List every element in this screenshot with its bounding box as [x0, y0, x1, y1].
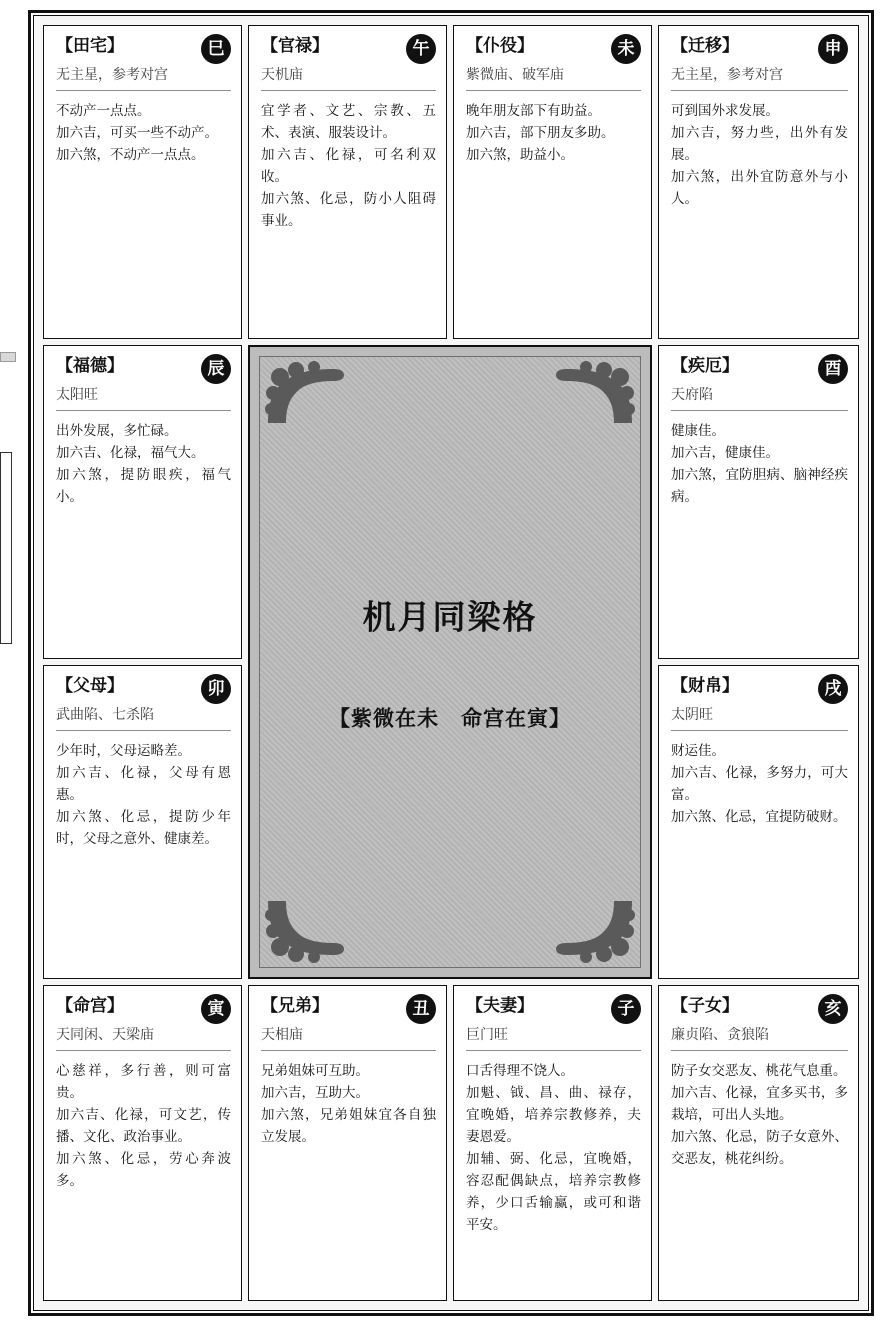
- palace-body-line: 加六煞，兄弟姐妹宜各自独立发展。: [261, 1107, 436, 1145]
- cloud-ornament-icon: [550, 361, 636, 427]
- palace-title: 【福德】: [56, 356, 124, 376]
- palace-body-line: 少年时，父母运略差。: [56, 743, 191, 759]
- palace-stars: 天同闲、天梁庙: [56, 1026, 231, 1051]
- palace-body: [261, 1060, 436, 1148]
- cloud-ornament-icon: [550, 897, 636, 963]
- palace-cell-jie[interactable]: [658, 345, 859, 659]
- palace-body-line: 可到国外求发展。: [671, 103, 779, 119]
- palace-body: [56, 1060, 231, 1192]
- palace-stars: 武曲陷、七杀陷: [56, 706, 231, 731]
- palace-body-line: 心慈祥，多行善，则可富贵。: [56, 1063, 231, 1101]
- palace-cell-guanlu[interactable]: [248, 25, 447, 339]
- palace-cell-minggong[interactable]: [43, 985, 242, 1301]
- palace-title: 【父母】: [56, 676, 124, 696]
- palace-body-line: 加六煞，提防眼疾，福气小。: [56, 467, 231, 505]
- palace-stars: 天机庙: [261, 66, 436, 91]
- palace-body: [671, 420, 848, 508]
- palace-body-line: 宜学者、文艺、宗教、五术、表演、服装设计。: [261, 103, 436, 141]
- palace-body: [671, 740, 848, 828]
- palace-stars: 天相庙: [261, 1026, 436, 1051]
- palace-body-line: 健康佳。: [671, 423, 725, 439]
- palace-body-line: 加六吉、化禄，可名利双收。: [261, 147, 436, 185]
- palace-title: 【子女】: [671, 996, 739, 1016]
- palace-body-line: 加辅、弼、化忌，宜晚婚，容忍配偶缺点，培养宗教修养，少口舌输赢，或可和谐平安。: [466, 1151, 641, 1233]
- palace-body: [261, 100, 436, 232]
- palace-stars: 太阴旺: [671, 706, 848, 731]
- page-edge-artifact-top: [0, 352, 16, 362]
- palace-body-line: 防子女交恶友、桃花气息重。: [671, 1063, 847, 1079]
- palace-title: 【仆役】: [466, 36, 534, 56]
- palace-title: 【迁移】: [671, 36, 739, 56]
- palace-cell-fumu[interactable]: [43, 665, 242, 979]
- palace-body-line: 不动产一点点。: [56, 103, 151, 119]
- palace-title: 【命宫】: [56, 996, 124, 1016]
- palace-cell-tianzhai[interactable]: [43, 25, 242, 339]
- palace-body-line: 加六煞，宜防胆病、脑神经疾病。: [671, 467, 848, 505]
- palace-stars: 紫微庙、破军庙: [466, 66, 641, 91]
- palace-cell-fuqi[interactable]: [453, 985, 652, 1301]
- palace-body-line: 财运佳。: [671, 743, 725, 759]
- palace-body-line: 加六吉，努力些，出外有发展。: [671, 125, 848, 163]
- palace-body-line: 加六吉、化禄，福气大。: [56, 445, 205, 461]
- palace-body-line: 加六吉、化禄，宜多买书，多栽培，可出人头地。: [671, 1085, 848, 1123]
- palace-body: [671, 1060, 848, 1170]
- palace-title: 【夫妻】: [466, 996, 534, 1016]
- palace-body-line: 口舌得理不饶人。: [466, 1063, 574, 1079]
- palace-stars: 太阳旺: [56, 386, 231, 411]
- palace-body-line: 加六吉，可买一些不动产。: [56, 125, 218, 141]
- cloud-ornament-icon: [264, 897, 350, 963]
- palace-cell-fude[interactable]: [43, 345, 242, 659]
- palace-stars: 天府陷: [671, 386, 848, 411]
- page-edge-artifact-left: [0, 452, 12, 644]
- palace-cell-caibo[interactable]: [658, 665, 859, 979]
- branch-badge: 丑: [406, 994, 436, 1024]
- palace-cell-puyi[interactable]: [453, 25, 652, 339]
- branch-badge: 未: [611, 34, 641, 64]
- palace-body-line: 加六煞，出外宜防意外与小人。: [671, 169, 848, 207]
- palace-body-line: 兄弟姐妹可互助。: [261, 1063, 369, 1079]
- palace-body-line: 晚年朋友部下有助益。: [466, 103, 601, 119]
- palace-body-line: 加六吉、化禄，多努力，可大富。: [671, 765, 848, 803]
- palace-grid: [40, 22, 862, 1304]
- center-panel: [248, 345, 652, 979]
- palace-title: 【兄弟】: [261, 996, 329, 1016]
- palace-body-line: 加六吉，部下朋友多助。: [466, 125, 615, 141]
- palace-body-line: 加六吉，互助大。: [261, 1085, 369, 1101]
- palace-body: [56, 420, 231, 508]
- palace-body-line: 加六煞、化忌，提防少年时，父母之意外、健康差。: [56, 809, 231, 847]
- palace-body-line: 加六煞、化忌，防小人阻碍事业。: [261, 191, 436, 229]
- palace-cell-qianyi[interactable]: [658, 25, 859, 339]
- center-decorative-panel: [259, 356, 641, 968]
- branch-badge: 子: [611, 994, 641, 1024]
- palace-body-line: 加魁、钺、昌、曲、禄存，宜晚婚，培养宗教修养，夫妻恩爱。: [466, 1085, 641, 1145]
- palace-title: 【财帛】: [671, 676, 739, 696]
- branch-badge: 戌: [818, 674, 848, 704]
- center-text-block: [260, 592, 640, 733]
- palace-body: [466, 1060, 641, 1236]
- palace-body: [671, 100, 848, 210]
- branch-badge: 辰: [201, 354, 231, 384]
- palace-body-line: 加六煞、化忌，宜提防破财。: [671, 809, 847, 825]
- branch-badge: 巳: [201, 34, 231, 64]
- palace-body-line: 加六煞、化忌，劳心奔波多。: [56, 1151, 231, 1189]
- chart-pattern-title: 机月同梁格: [362, 597, 538, 637]
- palace-body-line: 出外发展，多忙碌。: [56, 423, 178, 439]
- palace-stars: 无主星，参考对宫: [56, 66, 231, 91]
- palace-body-line: 加六煞，助益小。: [466, 147, 574, 163]
- branch-badge: 午: [406, 34, 436, 64]
- branch-badge: 申: [818, 34, 848, 64]
- branch-badge: 寅: [201, 994, 231, 1024]
- branch-badge: 亥: [818, 994, 848, 1024]
- palace-body-line: 加六煞，不动产一点点。: [56, 147, 205, 163]
- palace-stars: 无主星，参考对宫: [671, 66, 848, 91]
- subtitle-right: 命宫在寅】: [461, 706, 571, 731]
- palace-title: 【田宅】: [56, 36, 124, 56]
- palace-body-line: 加六吉、化禄，父母有恩惠。: [56, 765, 231, 803]
- palace-title: 【疾厄】: [671, 356, 739, 376]
- branch-badge: 卯: [201, 674, 231, 704]
- palace-body: [56, 740, 231, 850]
- palace-stars: 廉贞陷、贪狼陷: [671, 1026, 848, 1051]
- branch-badge: 酉: [818, 354, 848, 384]
- palace-body: [466, 100, 641, 166]
- subtitle-left: 【紫微在未: [329, 706, 439, 731]
- palace-body-line: 加六吉、化禄，可文艺，传播、文化、政治事业。: [56, 1107, 231, 1145]
- cloud-ornament-icon: [264, 361, 350, 427]
- palace-body-line: 加六吉，健康佳。: [671, 445, 779, 461]
- palace-body-line: 加六煞、化忌，防子女意外、交恶友，桃花纠纷。: [671, 1129, 848, 1167]
- palace-title: 【官禄】: [261, 36, 329, 56]
- palace-body: [56, 100, 231, 166]
- palace-cell-zinv[interactable]: [658, 985, 859, 1301]
- palace-stars: 巨门旺: [466, 1026, 641, 1051]
- chart-pattern-subtitle: [260, 703, 640, 733]
- palace-cell-xiongdi[interactable]: [248, 985, 447, 1301]
